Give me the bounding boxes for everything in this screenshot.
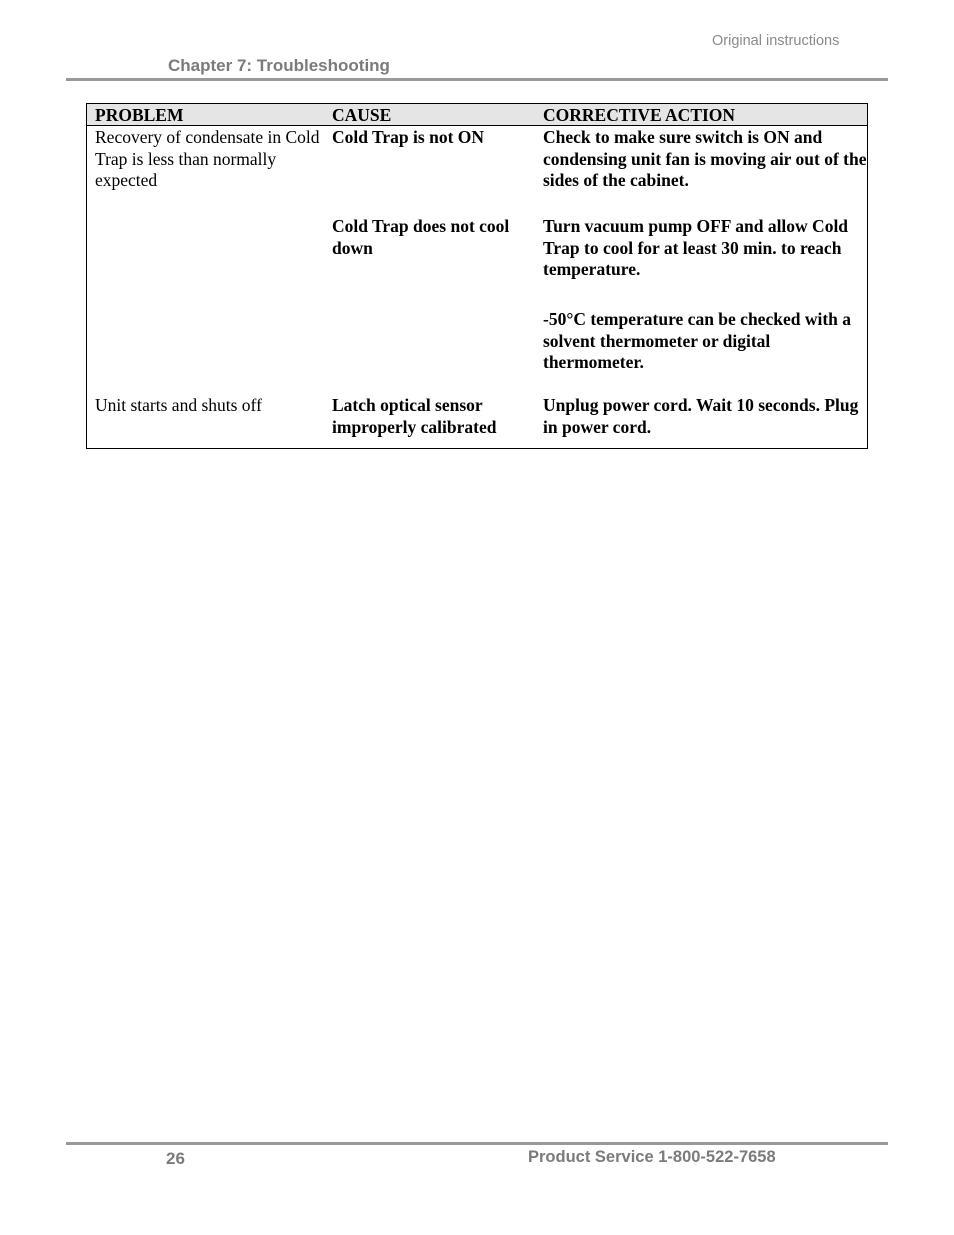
column-header-corrective-action: CORRECTIVE ACTION <box>543 105 736 125</box>
action-cell: -50°C temperature can be checked with a solvent thermometer or digital thermometer. <box>543 309 852 372</box>
cause-cell: Cold Trap is not ON <box>332 127 485 147</box>
page-number: 26 <box>166 1149 185 1168</box>
column-header-problem: PROBLEM <box>95 105 184 125</box>
cause-cell: Cold Trap does not cool down <box>332 216 510 258</box>
table-header-row <box>87 104 867 126</box>
header-divider <box>66 78 888 81</box>
problem-cell: Unit starts and shuts off <box>95 395 262 415</box>
column-header-cause: CAUSE <box>332 105 392 125</box>
problem-cell: Recovery of condensate in Cold Trap is less than normally expected <box>95 127 320 190</box>
troubleshooting-table <box>86 103 868 449</box>
cause-cell: Latch optical sensor improperly calibrated <box>332 395 497 437</box>
original-instructions-note: Original instructions <box>712 33 840 49</box>
action-cell: Check to make sure switch is ON and condensing unit fan is moving air out of the sides of the cabinet. <box>543 127 867 190</box>
footer-divider <box>66 1142 888 1145</box>
action-cell: Turn vacuum pump OFF and allow Cold Trap to cool for at least 30 min. to reach temperature. <box>543 216 849 279</box>
chapter-title: Chapter 7: Troubleshooting <box>168 56 390 75</box>
action-cell: Unplug power cord. Wait 10 seconds. Plug in power cord. <box>543 395 859 437</box>
product-service-phone: Product Service 1-800-522-7658 <box>528 1148 776 1166</box>
